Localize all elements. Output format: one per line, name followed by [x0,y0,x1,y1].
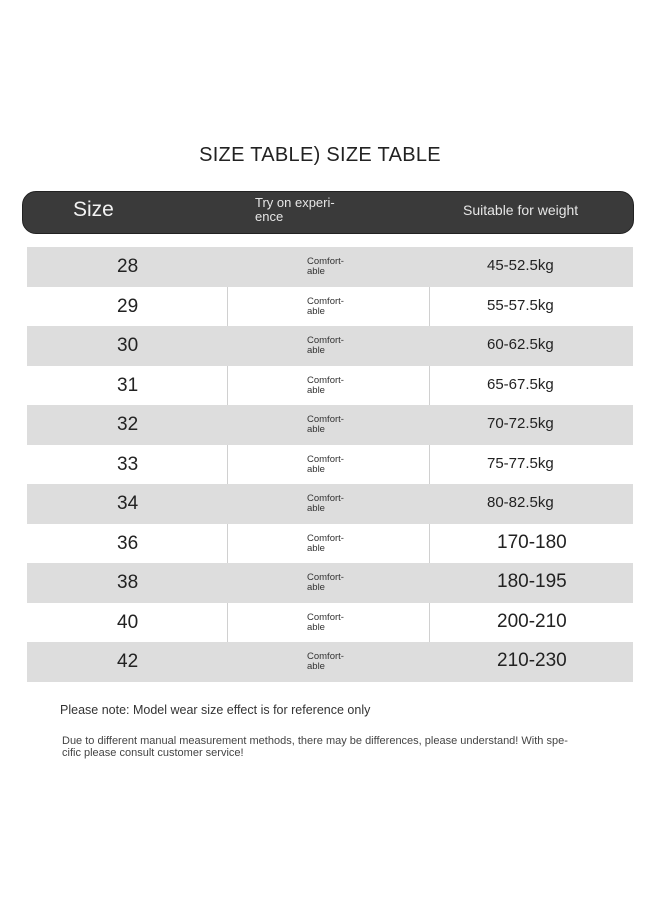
table-header [22,191,634,234]
try-on-cell: Comfort- able [307,572,344,593]
header-weight: Suitable for weight [463,202,579,218]
header-size: Size [73,198,114,221]
size-table [27,247,633,682]
table-row [27,484,633,524]
weight-cell: 180-195 [497,571,567,592]
try-on-cell: Comfort- able [307,611,344,633]
size-cell: 34 [117,493,139,514]
weight-cell: 65-67.5kg [487,375,554,393]
note-measurement: Due to different manual measurement methods, there may be differences, please understand! With spe- cific please consult customer service! [62,735,568,759]
try-on-cell: Comfort- able [307,532,344,554]
size-cell: 28 [117,256,139,277]
size-cell: 32 [117,414,139,435]
table-row [27,405,633,445]
size-cell: 29 [117,295,139,317]
try-on-cell: Comfort- able [307,493,344,514]
try-on-cell: Comfort- able [307,651,344,672]
table-row [27,603,633,643]
weight-cell: 60-62.5kg [487,336,554,353]
table-row [27,247,633,287]
table-row [27,287,633,327]
try-on-cell: Comfort- able [307,453,344,475]
weight-cell: 170-180 [497,531,567,553]
weight-cell: 55-57.5kg [487,296,554,314]
size-cell: 42 [117,651,139,672]
table-row [27,445,633,485]
page-title: SIZE TABLE) SIZE TABLE [199,144,441,166]
weight-cell: 210-230 [497,650,567,671]
weight-cell: 75-77.5kg [487,454,554,472]
header-try-on: Try on experi- ence [255,195,335,224]
weight-cell: 200-210 [497,610,567,632]
try-on-cell: Comfort- able [307,335,344,356]
table-row [27,524,633,564]
size-cell: 40 [117,611,139,633]
weight-cell: 70-72.5kg [487,415,554,432]
size-cell: 30 [117,335,139,356]
table-row [27,366,633,406]
table-row [27,642,633,682]
try-on-cell: Comfort- able [307,295,344,317]
try-on-cell: Comfort- able [307,414,344,435]
size-cell: 36 [117,532,139,554]
note-reference: Please note: Model wear size effect is for reference only [60,703,371,717]
try-on-cell: Comfort- able [307,256,344,277]
weight-cell: 45-52.5kg [487,257,554,274]
size-cell: 38 [117,572,139,593]
size-cell: 31 [117,374,139,396]
table-row [27,563,633,603]
size-cell: 33 [117,453,139,475]
table-row [27,326,633,366]
weight-cell: 80-82.5kg [487,494,554,511]
try-on-cell: Comfort- able [307,374,344,396]
